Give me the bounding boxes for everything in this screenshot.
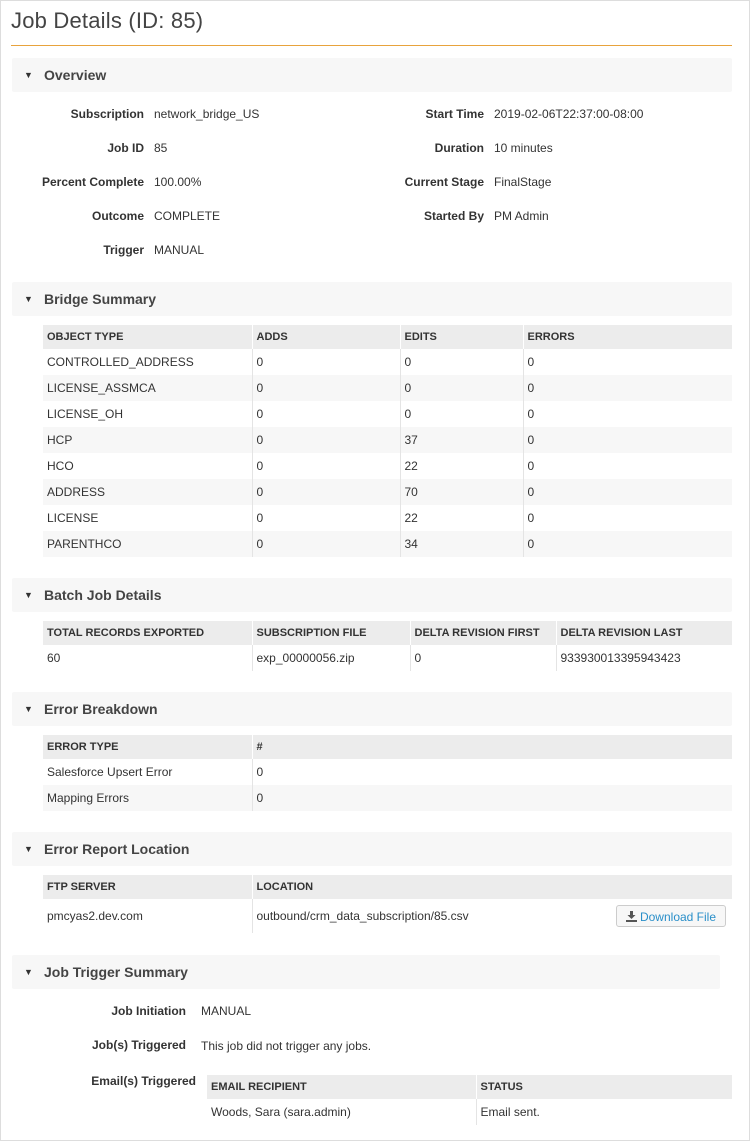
table-cell: 22 xyxy=(400,453,523,479)
table-cell: 70 xyxy=(400,479,523,505)
table-cell: 0 xyxy=(523,531,732,557)
table-cell: HCO xyxy=(43,453,252,479)
table-row xyxy=(43,531,732,557)
overview-label-percent: Percent Complete xyxy=(41,175,144,189)
table-cell: 0 xyxy=(252,453,400,479)
table-cell: outbound/crm_data_subscription/85.csv xyxy=(256,909,469,923)
trigger-value-jobs-triggered: This job did not trigger any jobs. xyxy=(201,1039,372,1053)
table-cell: 0 xyxy=(527,407,535,421)
overview-label-current-stage: Current Stage xyxy=(404,175,484,189)
column-header[interactable]: EDITS xyxy=(400,325,523,349)
table-cell: 0 xyxy=(523,427,732,453)
table-cell: Email sent. xyxy=(480,1105,540,1119)
overview-label-subscription: Subscription xyxy=(70,107,144,121)
table-cell: ADDRESS xyxy=(43,479,252,505)
download-icon xyxy=(626,907,637,929)
column-header[interactable]: OBJECT TYPE xyxy=(43,325,252,349)
table-cell: 0 xyxy=(252,531,400,557)
column-header[interactable]: SUBSCRIPTION FILE xyxy=(252,621,410,645)
overview-value-percent: 100.00% xyxy=(154,175,202,189)
overview-label-job-id: Job ID xyxy=(107,141,144,155)
table-cell: 34 xyxy=(400,531,523,557)
table-row xyxy=(43,427,732,453)
error-breakdown-table xyxy=(43,735,732,811)
overview-value-trigger: MANUAL xyxy=(154,243,205,257)
table-cell: 0 xyxy=(410,645,556,671)
overview-value-outcome: COMPLETE xyxy=(154,209,221,223)
table-cell: 0 xyxy=(400,349,523,375)
column-header[interactable]: ADDS xyxy=(252,325,400,349)
triangle-down-icon[interactable]: ▼ xyxy=(24,294,33,304)
table-cell: pmcyas2.dev.com xyxy=(43,899,252,933)
trigger-label-initiation: Job Initiation xyxy=(111,1004,186,1018)
overview-value-duration: 10 minutes xyxy=(494,141,553,155)
download-file-button[interactable] xyxy=(616,905,726,927)
email-table xyxy=(207,1075,732,1125)
table-row xyxy=(43,479,732,505)
trigger-value-initiation: MANUAL xyxy=(201,1004,252,1018)
table-cell: 0 xyxy=(523,375,732,401)
table-row xyxy=(43,759,732,785)
column-header[interactable]: EMAIL RECIPIENT xyxy=(207,1075,476,1099)
batch-job-table xyxy=(43,621,732,671)
table-cell: 0 xyxy=(252,505,400,531)
table-cell: 0 xyxy=(527,459,535,473)
table-row xyxy=(43,785,732,811)
table-cell: 933930013395943423 xyxy=(560,651,681,665)
table-row xyxy=(43,505,732,531)
trigger-label-emails: Email(s) Triggered xyxy=(91,1074,196,1088)
section-header-error-report[interactable] xyxy=(12,832,732,866)
column-header[interactable]: ERRORS xyxy=(523,325,732,349)
table-cell: LICENSE_ASSMCA xyxy=(43,375,252,401)
column-header[interactable]: # xyxy=(252,735,732,759)
triangle-down-icon[interactable]: ▼ xyxy=(24,967,33,977)
column-header[interactable]: ERROR TYPE xyxy=(43,735,252,759)
column-header[interactable]: STATUS xyxy=(476,1075,732,1099)
table-row xyxy=(43,375,732,401)
table-cell: Mapping Errors xyxy=(43,785,252,811)
table-cell: PARENTHCO xyxy=(43,531,252,557)
overview-value-start-time: 2019-02-06T22:37:00-08:00 xyxy=(494,107,644,121)
triangle-down-icon[interactable]: ▼ xyxy=(24,844,33,854)
section-header-overview[interactable] xyxy=(12,58,732,92)
column-header[interactable]: DELTA REVISION LAST xyxy=(556,621,732,645)
table-cell: 0 xyxy=(252,375,400,401)
bridge-summary-table xyxy=(43,325,732,557)
table-cell: 0 xyxy=(400,401,523,427)
table-cell: CONTROLLED_ADDRESS xyxy=(43,349,252,375)
section-title: Job Trigger Summary xyxy=(44,964,188,980)
overview-label-started-by: Started By xyxy=(423,209,484,223)
triangle-down-icon[interactable]: ▼ xyxy=(24,70,33,80)
table-row xyxy=(207,1099,732,1125)
table-cell: 0 xyxy=(523,479,732,505)
triangle-down-icon[interactable]: ▼ xyxy=(24,590,33,600)
table-cell: 0 xyxy=(252,349,400,375)
table-cell: Woods, Sara (sara.admin) xyxy=(207,1099,476,1125)
table-cell: LICENSE_OH xyxy=(43,401,252,427)
trigger-label-jobs-triggered: Job(s) Triggered xyxy=(91,1038,186,1052)
table-cell: 22 xyxy=(400,505,523,531)
table-cell: 0 xyxy=(527,355,535,369)
table-cell: HCP xyxy=(43,427,252,453)
section-title: Batch Job Details xyxy=(44,587,162,603)
table-cell: 0 xyxy=(256,765,264,779)
triangle-down-icon[interactable]: ▼ xyxy=(24,704,33,714)
table-cell: 0 xyxy=(252,479,400,505)
overview-label-outcome: Outcome xyxy=(91,209,144,223)
table-cell: 37 xyxy=(400,427,523,453)
section-title: Bridge Summary xyxy=(44,291,157,307)
column-header[interactable]: FTP SERVER xyxy=(43,875,252,899)
section-header-bridge-summary[interactable] xyxy=(12,282,732,316)
section-header-trigger-summary[interactable] xyxy=(12,955,720,989)
section-title: Error Report Location xyxy=(44,841,190,857)
table-cell: LICENSE xyxy=(43,505,252,531)
table-cell: 60 xyxy=(43,645,252,671)
table-cell: exp_00000056.zip xyxy=(252,645,410,671)
overview-value-started-by: PM Admin xyxy=(494,209,549,223)
table-row xyxy=(43,645,732,671)
title-divider xyxy=(11,45,732,46)
column-header[interactable]: DELTA REVISION FIRST xyxy=(410,621,556,645)
overview-label-start-time: Start Time xyxy=(425,107,484,121)
column-header[interactable]: TOTAL RECORDS EXPORTED xyxy=(43,621,252,645)
table-row xyxy=(43,453,732,479)
table-row xyxy=(43,401,732,427)
download-file-label: Download File xyxy=(639,910,717,924)
table-cell: Salesforce Upsert Error xyxy=(43,759,252,785)
section-header-batch-job[interactable] xyxy=(12,578,732,612)
section-header-error-breakdown[interactable] xyxy=(12,692,732,726)
column-header[interactable]: LOCATION xyxy=(252,875,732,899)
overview-label-duration: Duration xyxy=(434,141,484,155)
table-cell: 0 xyxy=(252,785,732,811)
overview-value-subscription: network_bridge_US xyxy=(154,107,260,121)
section-title: Overview xyxy=(44,67,107,83)
overview-value-job-id: 85 xyxy=(154,141,168,155)
table-cell: 0 xyxy=(400,375,523,401)
table-row xyxy=(43,349,732,375)
overview-label-trigger: Trigger xyxy=(103,243,144,257)
overview-value-current-stage: FinalStage xyxy=(494,175,552,189)
table-cell: 0 xyxy=(527,511,535,525)
page-title: Job Details (ID: 85) xyxy=(11,8,204,33)
section-title: Error Breakdown xyxy=(44,701,158,717)
table-cell: 0 xyxy=(252,401,400,427)
table-cell: 0 xyxy=(252,427,400,453)
